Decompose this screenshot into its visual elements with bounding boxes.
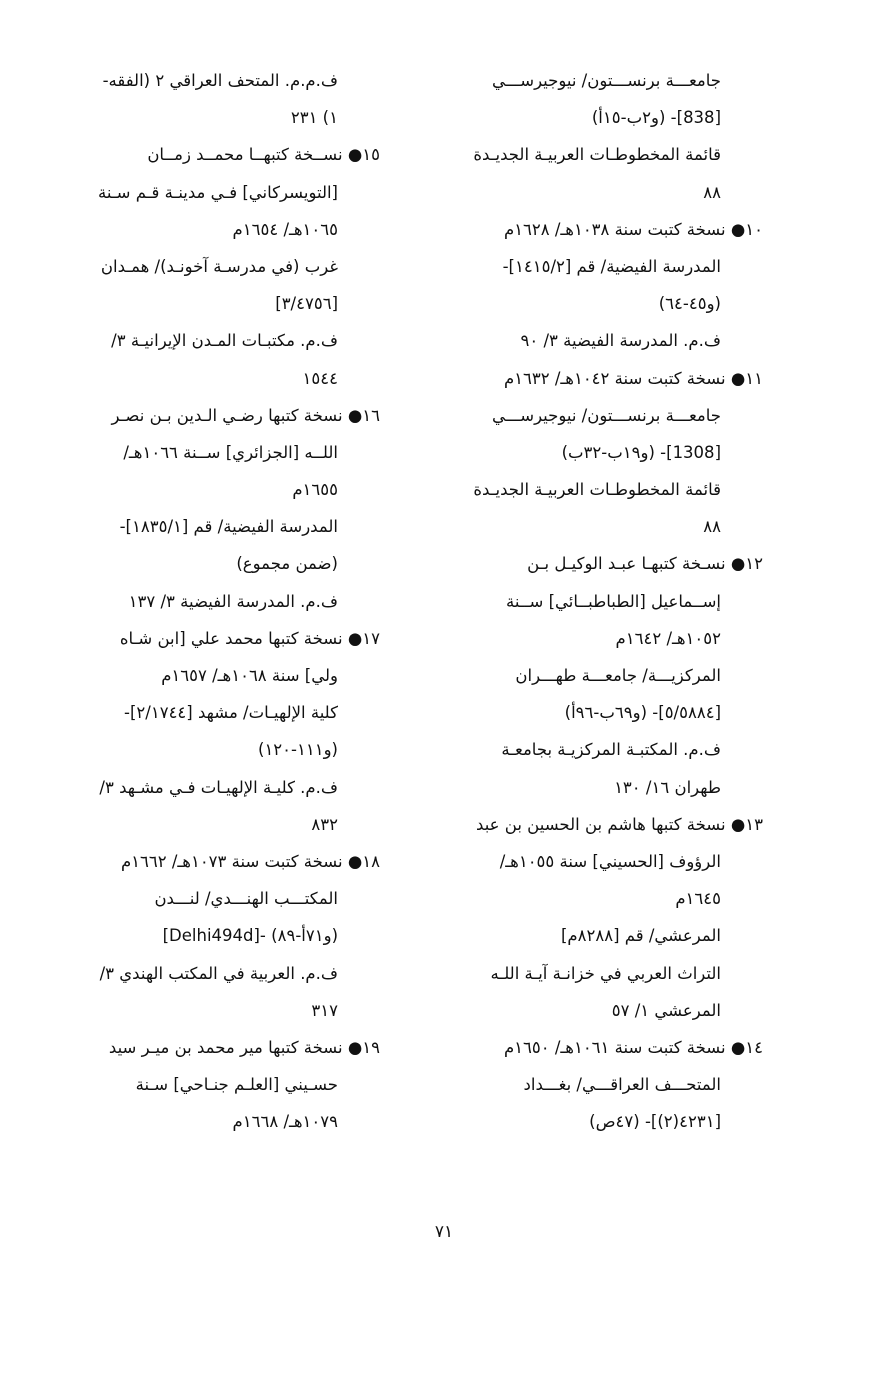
page-number: ٧١ [434,1222,454,1242]
text-line: ٨٨ [703,517,721,537]
text-line: [٣/٤٧٥٦] [275,294,338,314]
text-line: ٨٨ [703,182,721,202]
text-line: [٤٢٣١(٢)]- (٤٧ص) [589,1112,721,1132]
text-line: طهران ١٦/ ١٣٠ [614,777,721,797]
text-line: التراث العربي في خزانـة آيـة اللـه [490,963,721,983]
entry-heading-line: ١٦● نسخة كتبها رضـي الـدين بـن نصـر [111,405,380,425]
text-line: إســماعيل [الطباطبــائي] ســنة [506,591,721,611]
text-line: [٥/٥٨٨٤]- (و٦٩ب-٩٦أ) [564,703,721,723]
entry-heading-line: ١٥● نســخة كتبهــا محمــد زمــان [147,145,380,165]
text-line: [1308]- (و١٩ب-٣٢ب) [561,442,721,462]
reference-line: ف.م. كليـة الإلهيـات فـي مشـهد ٣/ [99,777,338,797]
text-line: المدرسة الفيضية/ قم [١٤١٥/٢]- [502,256,721,276]
text-line: [التويسركاني] فـي مدينـة قـم سـنة [97,182,338,202]
text-line: المرعشي/ قم [٨٢٨٨م] [560,926,721,946]
text-line: ولي] سنة ١٠٦٨هـ/ ١٦٥٧م [161,666,338,685]
text-line: جامعـــة برنســـتون/ نيوجيرســـي [491,71,721,90]
entry-heading-line: ١٠● نسخة كتبت سنة ١٠٣٨هـ/ ١٦٢٨م [503,219,763,239]
text-line: غرب (في مدرسـة آخونـد)/ همـدان [100,256,338,276]
text-line: قائمة المخطوطـات العربيـة الجديـدة [473,480,721,500]
left-column [52,62,380,1140]
text-line: ٨٣٢ [311,814,338,834]
entry-heading-line: ١٣● نسخة كتبها هاشم بن الحسين بن عبد [476,814,763,834]
text-line: (ضمن مجموع) [236,554,338,574]
right-column [443,62,763,1140]
text-line: حسـيني [العلـم جنـاحي] سـنة [135,1075,338,1095]
text-line: المكتـــب الهنـــدي/ لنـــدن [154,889,338,909]
reference-line: ف.م. مكتبـات المـدن الإيرانيـة ٣/ [111,331,338,351]
text-line: قائمة المخطوطـات العربيـة الجديـدة [473,145,721,165]
reference-line: ف.م.م. المتحف العراقي ٢ (الفقه- [102,71,338,90]
entry-heading-line: ١٤● نسخة كتبت سنة ١٠٦١هـ/ ١٦٥٠م [503,1037,763,1057]
text-line: ١٦٥٥م [292,480,338,500]
text-line: [838]- (و٢ب-١٥أ) [591,108,721,128]
reference-line: ف.م. العربية في المكتب الهندي ٣/ [99,963,338,983]
reference-line: ف.م. المدرسة الفيضية ٣/ ٩٠ [520,331,721,351]
text-line: ١٠٧٩هـ/ ١٦٦٨م [232,1112,338,1132]
entry-heading-line: ١٧● نسخة كتبها محمد علي [ابن شـاه [119,628,380,648]
text-line: ٣١٧ [311,1000,338,1020]
text-line: المتحـــف العراقـــي/ بغـــداد [523,1075,721,1095]
text-line: (و١١١-١٢٠) [258,740,338,760]
reference-line: ف.م. المدرسة الفيضية ٣/ ١٣٧ [128,591,338,611]
text-line: (و٤٥-٦٤) [658,294,721,314]
entry-heading-line: ١٨● نسخة كتبت سنة ١٠٧٣هـ/ ١٦٦٢م [120,851,380,871]
text-line: جامعـــة برنســـتون/ نيوجيرســـي [491,405,721,425]
text-line: ١٦٤٥م [675,889,721,909]
text-line: ١٠٦٥هـ/ ١٦٥٤م [232,219,338,239]
text-line: [Delhi494d]- (و٧١أ-٨٩) [162,926,338,946]
text-line: المركزيـــة/ جامعـــة طهـــران [515,666,721,685]
text-line: كلية الإلهيـات/ مشهد [٢/١٧٤٤]- [124,703,338,723]
text-line: المرعشي ١/ ٥٧ [611,1000,721,1020]
reference-line: ف.م. المكتبـة المركزيـة بجامعـة [501,740,721,760]
text-line: اللــه [الجزائري] ســنة ١٠٦٦هـ/ [123,442,338,462]
text-line: ١٠٥٢هـ/ ١٦٤٢م [615,628,721,648]
text-line: ١٥٤٤ [302,368,338,388]
entry-heading-line: ١١● نسخة كتبت سنة ١٠٤٢هـ/ ١٦٣٢م [503,368,763,388]
text-line: المدرسة الفيضية/ قم [١٨٣٥/١]- [119,517,338,537]
entry-heading-line: ١٩● نسخة كتبها مير محمد بن ميـر سيد [108,1037,380,1057]
entry-heading-line: ١٢● نسـخة كتبهـا عبـد الوكيـل بـن [527,554,763,574]
text-line: الرؤوف [الحسيني] سنة ١٠٥٥هـ/ [499,851,721,871]
text-line: ١) ٢٣١ [290,108,338,128]
